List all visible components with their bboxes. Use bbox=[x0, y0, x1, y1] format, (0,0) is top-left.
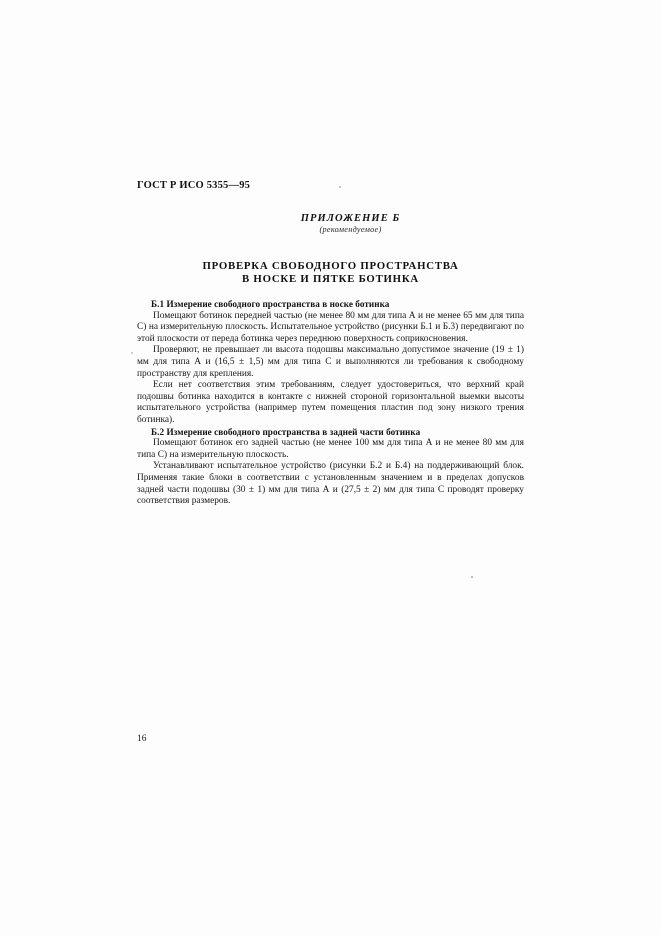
standard-header: ГОСТ Р ИСО 5355—95 bbox=[137, 180, 251, 191]
page-title-line-2: В НОСКЕ И ПЯТКЕ БОТИНКА bbox=[242, 272, 419, 285]
scan-speck bbox=[131, 352, 133, 354]
section-b1-paragraph-3: Если нет соответствия этим требованиям, следует удостовериться, что верхний край подошвы ботинка находится в контакте с нижней стороной горизонтальной выемки высоты испытательного устройства (например путем помещения пластин под зону низкого трения ботинка). bbox=[137, 380, 524, 425]
section-heading-b1: Б.1 Измерение свободного пространства в носке ботинка bbox=[151, 299, 390, 309]
section-b1-paragraph-2: Проверяют, не превышает ли высота подошвы максимально допустимое значение (19 ± 1) мм для типа А и (16,5 ± 1,5) мм для типа С и выполняются ли требования к свободному пространству для крепления. bbox=[137, 345, 524, 379]
page-number: 16 bbox=[137, 734, 147, 744]
section-b2-paragraph-1: Помещают ботинок его задней частью (не менее 100 мм для типа А и не менее 80 мм для типа С) на измерительную плоскость. bbox=[137, 438, 524, 460]
section-b1-paragraph-1: Помещают ботинок передней частью (не менее 80 мм для типа А и не менее 65 мм для типа С) на измерительную плоскость. Испытательное устройство (рисунки Б.1 и Б.3) передвигают по этой плоскости от переда ботинка через переднюю поверхность соприкосновения. bbox=[137, 310, 524, 344]
page-title bbox=[137, 260, 524, 285]
annex-block bbox=[137, 213, 524, 234]
section-heading-b2: Б.2 Измерение свободного пространства в задней части ботинка bbox=[151, 426, 421, 437]
section-b2-paragraph-2: Устанавливают испытательное устройство (рисунки Б.2 и Б.4) на поддерживающий блок. Применяя такие блоки в соответствии с установленным значением и в пределах допусков задней части подошвы (30 ± 1) мм для типа А и (27,5 ± 2) мм для типа С проводят проверку соответствия размеров. bbox=[137, 461, 524, 507]
page-title-line-1: ПРОВЕРКА СВОБОДНОГО ПРОСТРАНСТВА bbox=[202, 260, 459, 272]
annex-label: ПРИЛОЖЕНИЕ Б bbox=[300, 213, 401, 224]
page-content bbox=[137, 180, 524, 508]
scan-speck bbox=[471, 576, 473, 578]
annex-status: (рекомендуемое) bbox=[319, 225, 382, 234]
